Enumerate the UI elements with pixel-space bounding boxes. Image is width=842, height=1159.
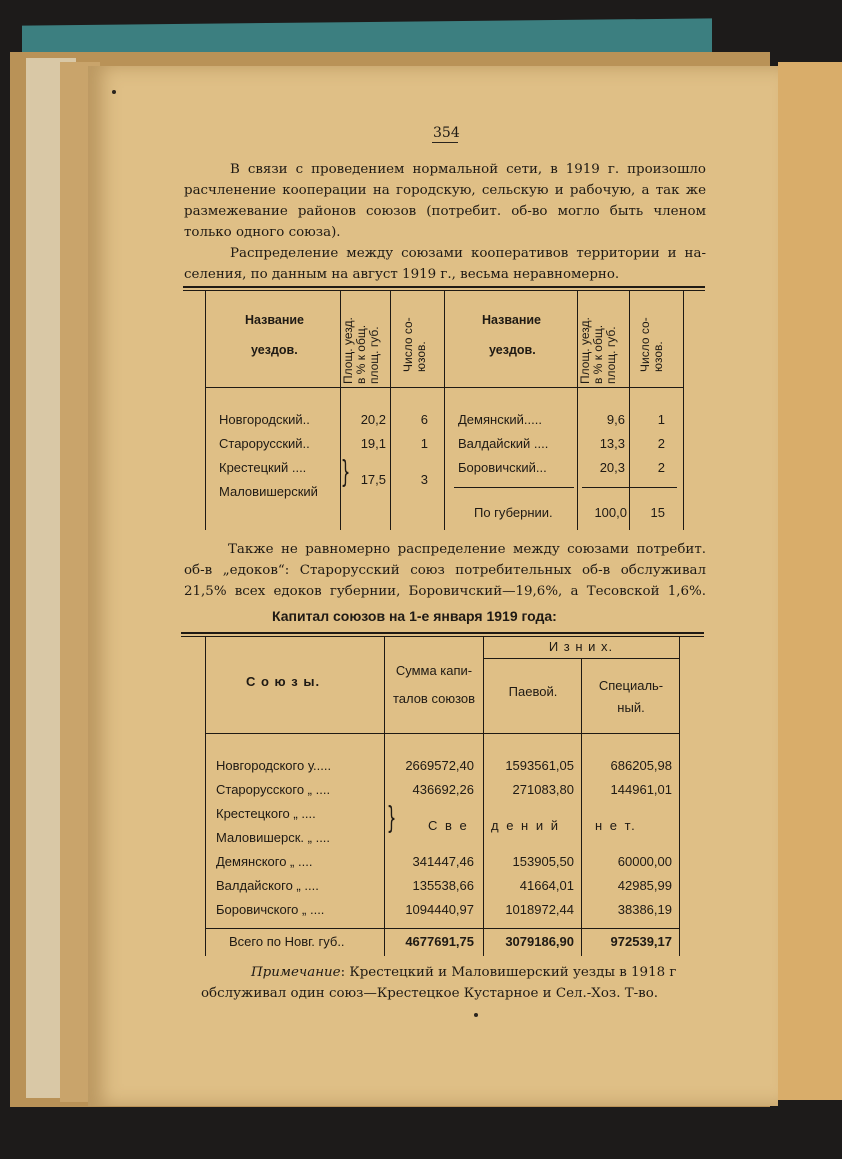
table-row: Валдайского „ .... [216, 878, 319, 893]
table-row: Маловишерский [219, 484, 318, 499]
table-row: Крестецкого „ .... [216, 806, 316, 821]
table-total-row: Всего по Новг. губ.. [229, 934, 345, 949]
table-row: Новгородского у..... [216, 758, 332, 773]
table-row: Новгородский.. [219, 412, 310, 427]
header-union-count: Число со- юзов. [401, 317, 428, 372]
brace: } [386, 801, 397, 836]
table-row: Крестецкий .... [219, 460, 307, 475]
paragraph-3: Также не равномерно распределение между союзами потребит. об-в „едоков“: Старорусский союз потребительных об-в обслуживал 21,5% всех едоков губернии, Боровичский—19,6%, а Тесовской 1,6%. [184, 542, 706, 599]
table-total-row: По губернии. [474, 505, 553, 520]
header-capital-sum: Сумма капи- [395, 663, 473, 678]
table-row: Демянского „ .... [216, 854, 313, 869]
header-district-name: Название [245, 313, 305, 327]
no-data-text: С в е [428, 818, 469, 833]
header-special: Специаль- [598, 678, 664, 693]
table-row: Старорусский.. [219, 436, 310, 451]
header-area-percent-right: Площ. уезд. в % к общ. площ. губ. [578, 317, 618, 384]
brace: } [340, 455, 351, 490]
table-row: Маловишерск. „ .... [216, 830, 331, 845]
paragraph-1: В связи с проведением нормальной сети, в 1919 г. произошло расчленение кооперации на городскую, сельскую и рабочую, а так же размежевание районов союзов (потребит. об-во могло быть членом только одного союза). [184, 162, 706, 240]
footnote: Примечание: Крестецкий и Маловишерский уезды в 1918 г обслуживал один союз—Крестецкое Кустарное и Сел.-Хоз. Т-во. [201, 965, 677, 1001]
table-row: Боровичского „ .... [216, 902, 325, 917]
table-title: Капитал союзов на 1-е января 1919 года: [272, 608, 557, 624]
note-label: Примечание [251, 965, 341, 980]
table-row: Валдайский .... [458, 436, 549, 451]
paragraph-2: Распределение между союзами кооперативов территории и на- селения, по данным на август 1919 г., весьма неравномерно. [184, 246, 706, 282]
table-row: Боровичский... [458, 460, 547, 475]
ink-dot [112, 90, 116, 94]
header-share: Паевой. [508, 684, 558, 699]
header-union-count-right: Число со- юзов. [638, 317, 665, 372]
table-row: Старорусского „ .... [216, 782, 331, 797]
ink-dot [474, 1013, 478, 1017]
header-area-percent: Площ. уезд. в % к общ. площ. губ. [341, 317, 381, 384]
header-district-name-right: Название [482, 313, 542, 327]
header-unions: С о ю з ы. [246, 674, 321, 689]
header-of-them: И з н и х. [548, 639, 614, 654]
table-row: Демянский..... [458, 412, 542, 427]
page-number: 354 [433, 125, 460, 141]
book-page: 354 В связи с проведением нормальной сети, в 1919 г. произошло расчленение кооперации на городскую, сельскую и рабочую, а так же размежевание районов союзов (потребит. об-во могло быть членом только одного союза). Распределение между союзами кооперативов территории и на- селения, по данным на август 1919 г., весьма неравномерно. Название уездов. Площ. уезд. в % к общ. площ. губ. Число со- юзов. Название уездов. Площ. уезд. в % к общ. площ. губ. Число со- юзов. Новгородский.. 20,2 6 Старорусский.. 19,1 1 Крестецкий .... Маловишерский } 17,5 3 Демянский..... 9,6 1 Валдайский .... 13,3 2 Боровичский... 20,3 2 По губернии. 100,0 15 Также не равномерно распределение между союзами потребит. об-в „едоков“: Старорусский союз потребительных об-в обслуживал 21,5% всех едоков губернии, Боровичский—19,6%, а Тесовской 1,6%. Капитал союзов на 1-е января 1919 года: С о ю з ы. Сумма капи- талов союзов И з н и х. Паевой. Специаль- ный. Новгородского у..... 2669572,40 1593561,05 686205,98 Старорусского „ .... 436692,26 271083,80 144961,01 Крестецкого „ .... Маловишерск. „ .... } С в е д е н и й н е т. Демянского „ .... 341447,46 153905,50 60000,00 Валдайского „ .... 135538,66 41664,01 42985,99 Боровичского „ .... 1094440,97 1018972,44 38386,19 Всего по Новг. губ.. 4677691,75 3079186,90 972539,17 Примечание: Крестецкий и Маловишерский уезды в 1918 г обслуживал один союз—Крестецкое Кустарное и Сел.-Хоз. Т-во. [0, 0, 842, 1159]
